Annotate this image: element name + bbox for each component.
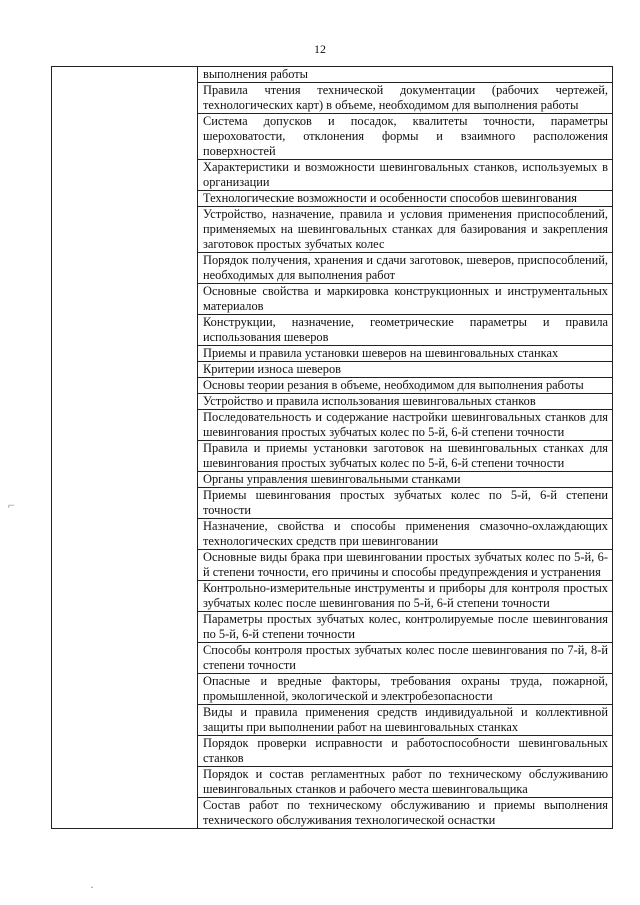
- requirement-cell: выполнения работы: [198, 67, 613, 83]
- requirement-cell: Порядок и состав регламентных работ по техническому обслуживанию шевинговальных станков и рабочего места шевинговальщика: [198, 767, 613, 798]
- requirements-table: [51, 66, 613, 829]
- page-number: 12: [314, 42, 326, 56]
- table-row: [52, 67, 613, 83]
- requirement-cell: Устройство и правила использования шевинговальных станков: [198, 394, 613, 410]
- requirement-cell: Состав работ по техническому обслуживанию и приемы выполнения технического обслуживания технологической оснастки: [198, 798, 613, 829]
- requirement-cell: Основы теории резания в объеме, необходимом для выполнения работы: [198, 378, 613, 394]
- requirement-cell: Опасные и вредные факторы, требования охраны труда, пожарной, промышленной, экологической и электробезопасности: [198, 674, 613, 705]
- requirement-cell: Критерии износа шеверов: [198, 362, 613, 378]
- requirement-cell: Параметры простых зубчатых колес, контролируемые после шевингования по 5-й, 6-й степени точности: [198, 612, 613, 643]
- scan-speck: ·: [90, 880, 94, 894]
- requirement-cell: Порядок проверки исправности и работоспособности шевинговальных станков: [198, 736, 613, 767]
- requirement-cell: Приемы шевингования простых зубчатых колес по 5-й, 6-й степени точности: [198, 488, 613, 519]
- requirement-cell: Технологические возможности и особенности способов шевингования: [198, 191, 613, 207]
- empty-left-cell: [52, 67, 198, 829]
- requirement-cell: Назначение, свойства и способы применения смазочно-охлаждающих технологических средств при шевинговании: [198, 519, 613, 550]
- requirement-cell: Устройство, назначение, правила и условия применения приспособлений, применяемых на шевинговальных станках для базирования и закрепления заготовок простых зубчатых колес: [198, 207, 613, 253]
- requirement-cell: Основные виды брака при шевинговании простых зубчатых колес по 5-й, 6-й степени точности, его причины и способы предупреждения и устранения: [198, 550, 613, 581]
- requirement-cell: Приемы и правила установки шеверов на шевинговальных станках: [198, 346, 613, 362]
- requirement-cell: Система допусков и посадок, квалитеты точности, параметры шероховатости, отклонения формы и взаимного расположения поверхностей: [198, 114, 613, 160]
- requirement-cell: Правила чтения технической документации (рабочих чертежей, технологических карт) в объеме, необходимом для выполнения работы: [198, 83, 613, 114]
- requirement-cell: Порядок получения, хранения и сдачи заготовок, шеверов, приспособлений, необходимых для выполнения работ: [198, 253, 613, 284]
- requirement-cell: Виды и правила применения средств индивидуальной и коллективной защиты при выполнении работ на шевинговальных станках: [198, 705, 613, 736]
- requirement-cell: Последовательность и содержание настройки шевинговальных станков для шевингования простых зубчатых колес по 5-й, 6-й степени точности: [198, 410, 613, 441]
- requirement-cell: Способы контроля простых зубчатых колес после шевингования по 7-й, 8-й степени точности: [198, 643, 613, 674]
- requirement-cell: Контрольно-измерительные инструменты и приборы для контроля простых зубчатых колес после шевингования по 5-й, 6-й степени точности: [198, 581, 613, 612]
- requirement-cell: Органы управления шевинговальными станками: [198, 472, 613, 488]
- requirement-cell: Характеристики и возможности шевинговальных станков, используемых в организации: [198, 160, 613, 191]
- requirement-cell: Правила и приемы установки заготовок на шевинговальных станках для шевингования простых зубчатых колес по 5-й, 6-й степени точности: [198, 441, 613, 472]
- requirement-cell: Конструкции, назначение, геометрические параметры и правила использования шеверов: [198, 315, 613, 346]
- requirement-cell: Основные свойства и маркировка конструкционных и инструментальных материалов: [198, 284, 613, 315]
- margin-mark: ⌐: [8, 498, 15, 512]
